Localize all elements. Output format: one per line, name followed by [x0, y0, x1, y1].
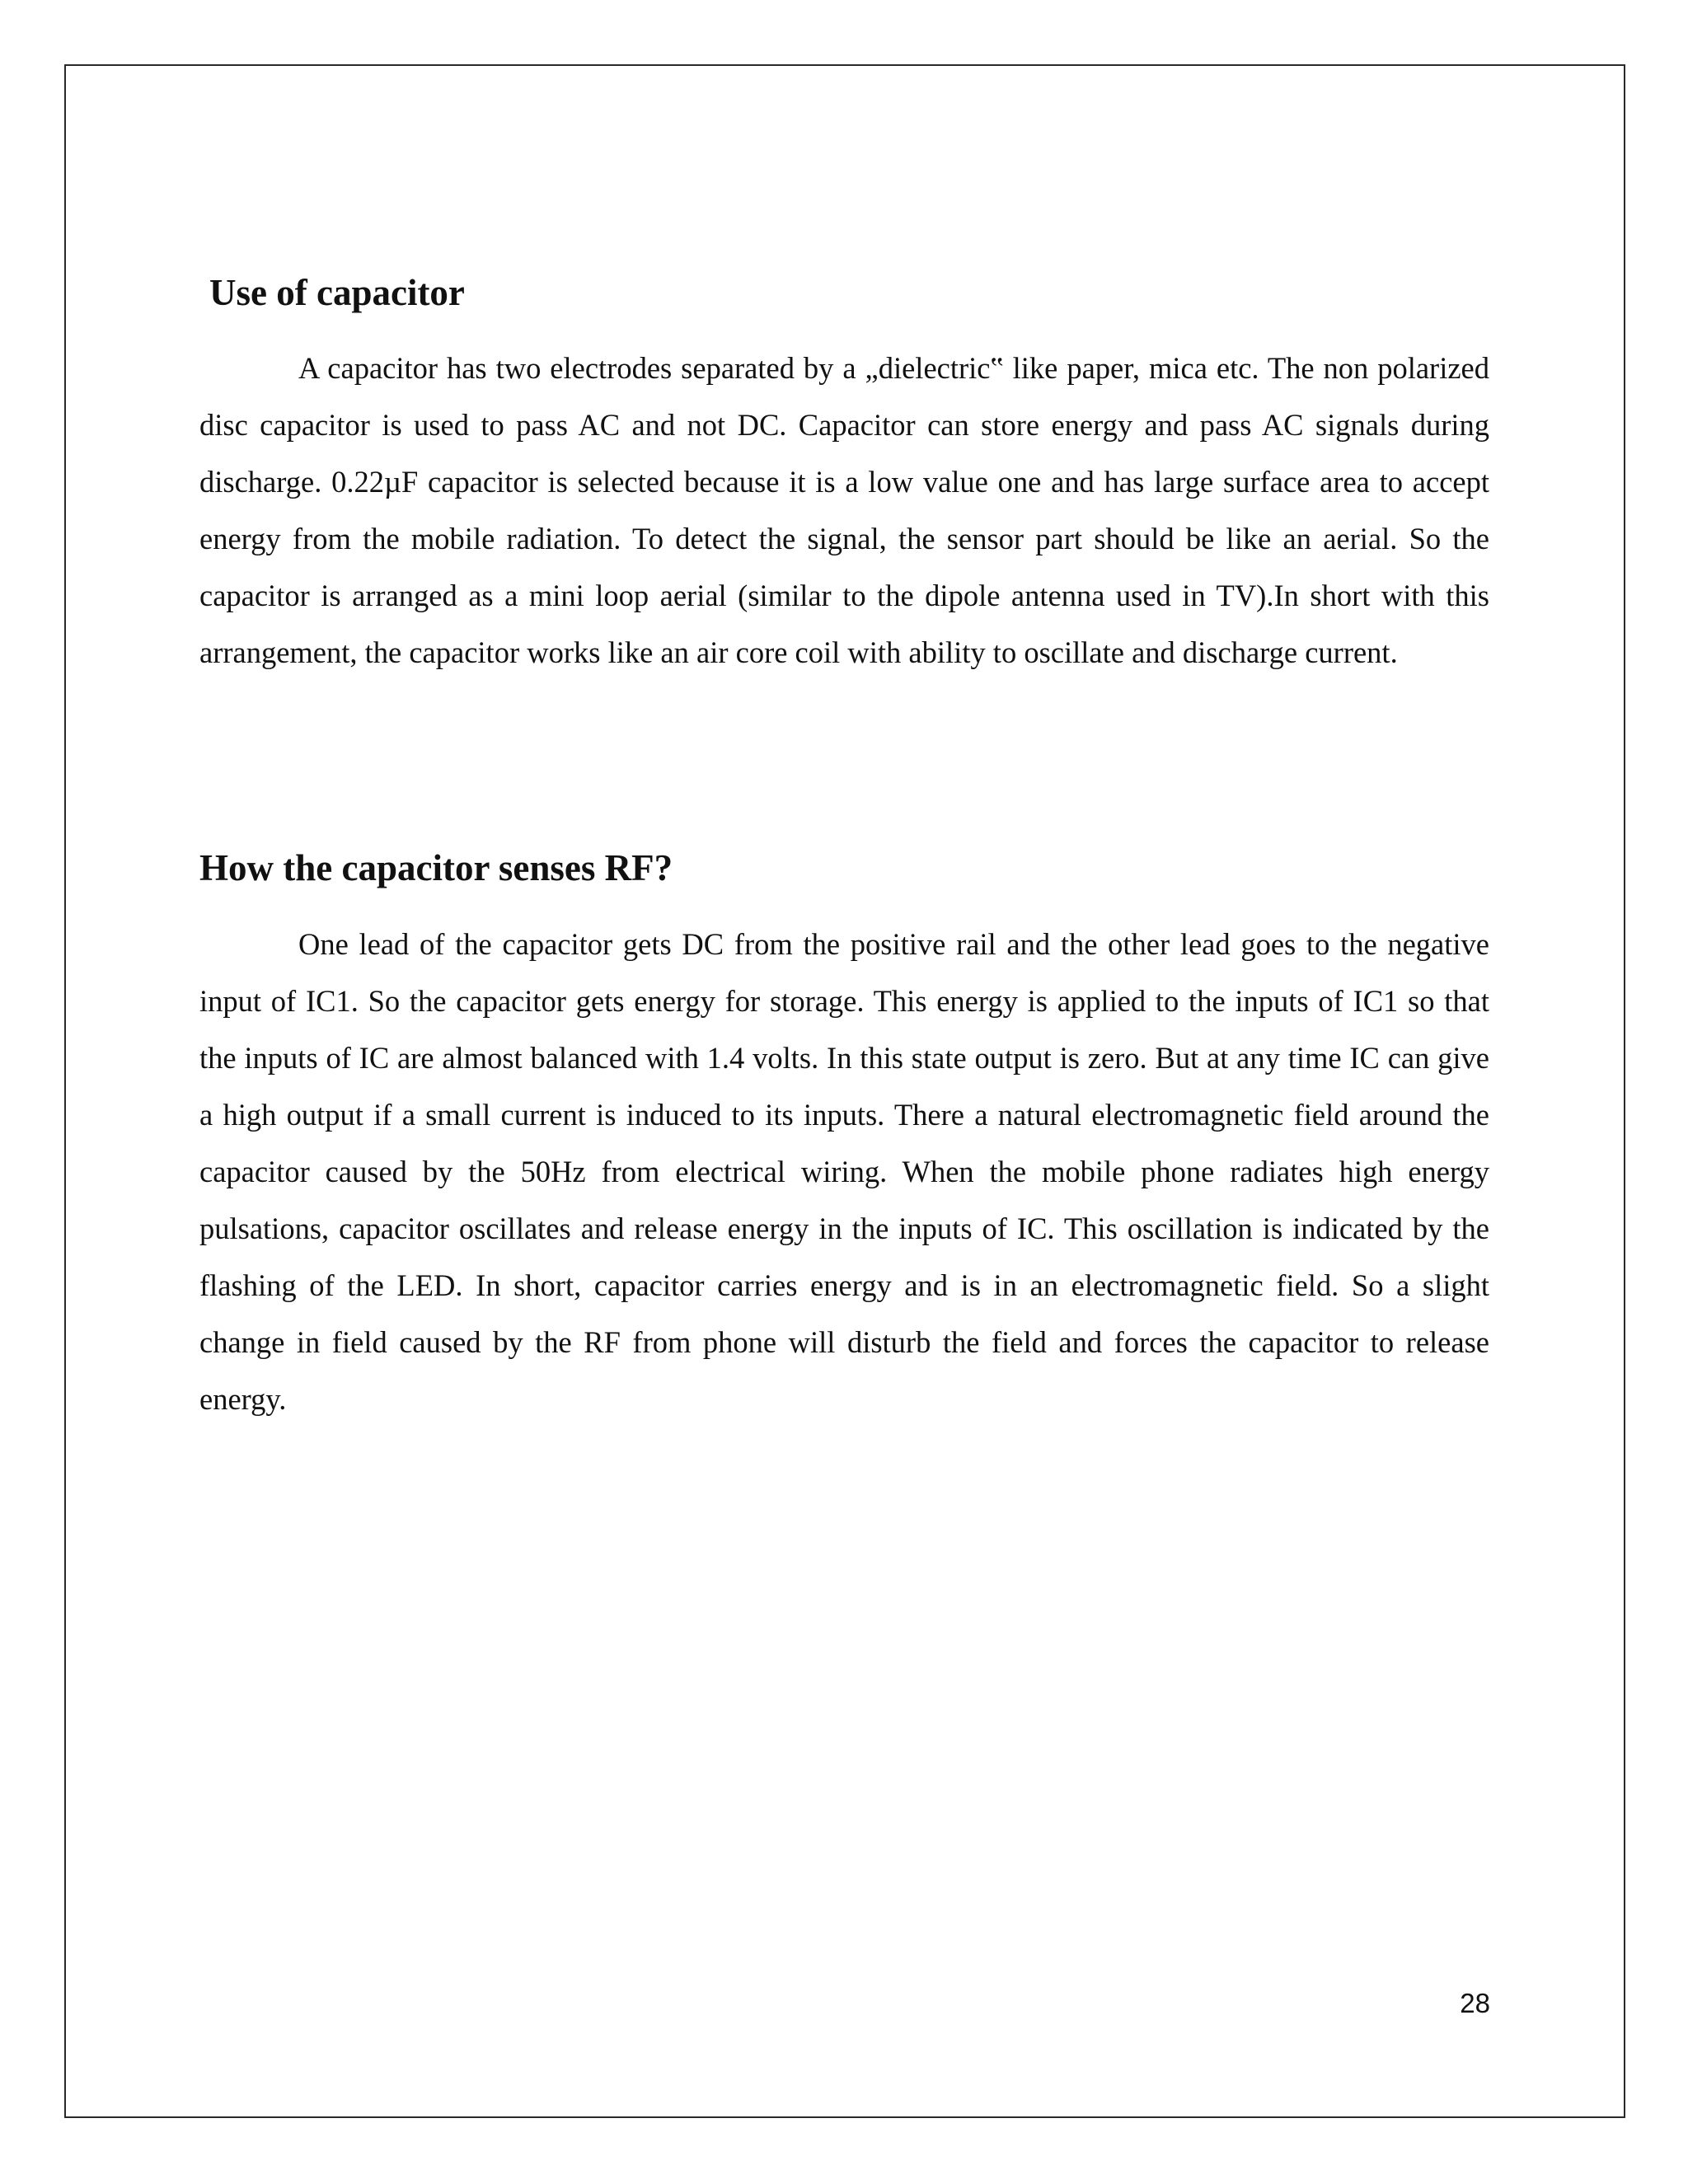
section-heading-how-capacitor-senses-rf: How the capacitor senses RF? — [199, 847, 673, 888]
section-paragraph-use-of-capacitor: A capacitor has two electrodes separated by a „dielectric‟ like paper, mica etc. The non polarized disc capacitor is used to pass AC and not DC. Capacitor can store energy and pass AC signals during discharge. 0.22µF capacitor is selected because it is a low value one and has large surface area to accept energy from the mobile radiation. To detect the signal, the sensor part should be like an aerial. So the capacitor is arranged as a mini loop aerial (similar to the dipole antenna used in TV).In short with this arrangement, the capacitor works like an air core coil with ability to oscillate and discharge current. — [199, 351, 1489, 669]
page-number: 28 — [1460, 1988, 1490, 2018]
section-heading-use-of-capacitor: Use of capacitor — [209, 272, 465, 313]
section-paragraph-how-capacitor-senses-rf: One lead of the capacitor gets DC from the positive rail and the other lead goes to the negative input of IC1. So the capacitor gets energy for storage. This energy is applied to the inputs of IC1 so that the inputs of IC are almost balanced with 1.4 volts. In this state output is zero. But at any time IC can give a high output if a small current is induced to its inputs. There a natural electromagnetic field around the capacitor caused by the 50Hz from electrical wiring. When the mobile phone radiates high energy pulsations, capacitor oscillates and release energy in the inputs of IC. This oscillation is indicated by the flashing of the LED. In short, capacitor carries energy and is in an electromagnetic field. So a slight change in field caused by the RF from phone will disturb the field and forces the capacitor to release energy. — [199, 927, 1489, 1416]
